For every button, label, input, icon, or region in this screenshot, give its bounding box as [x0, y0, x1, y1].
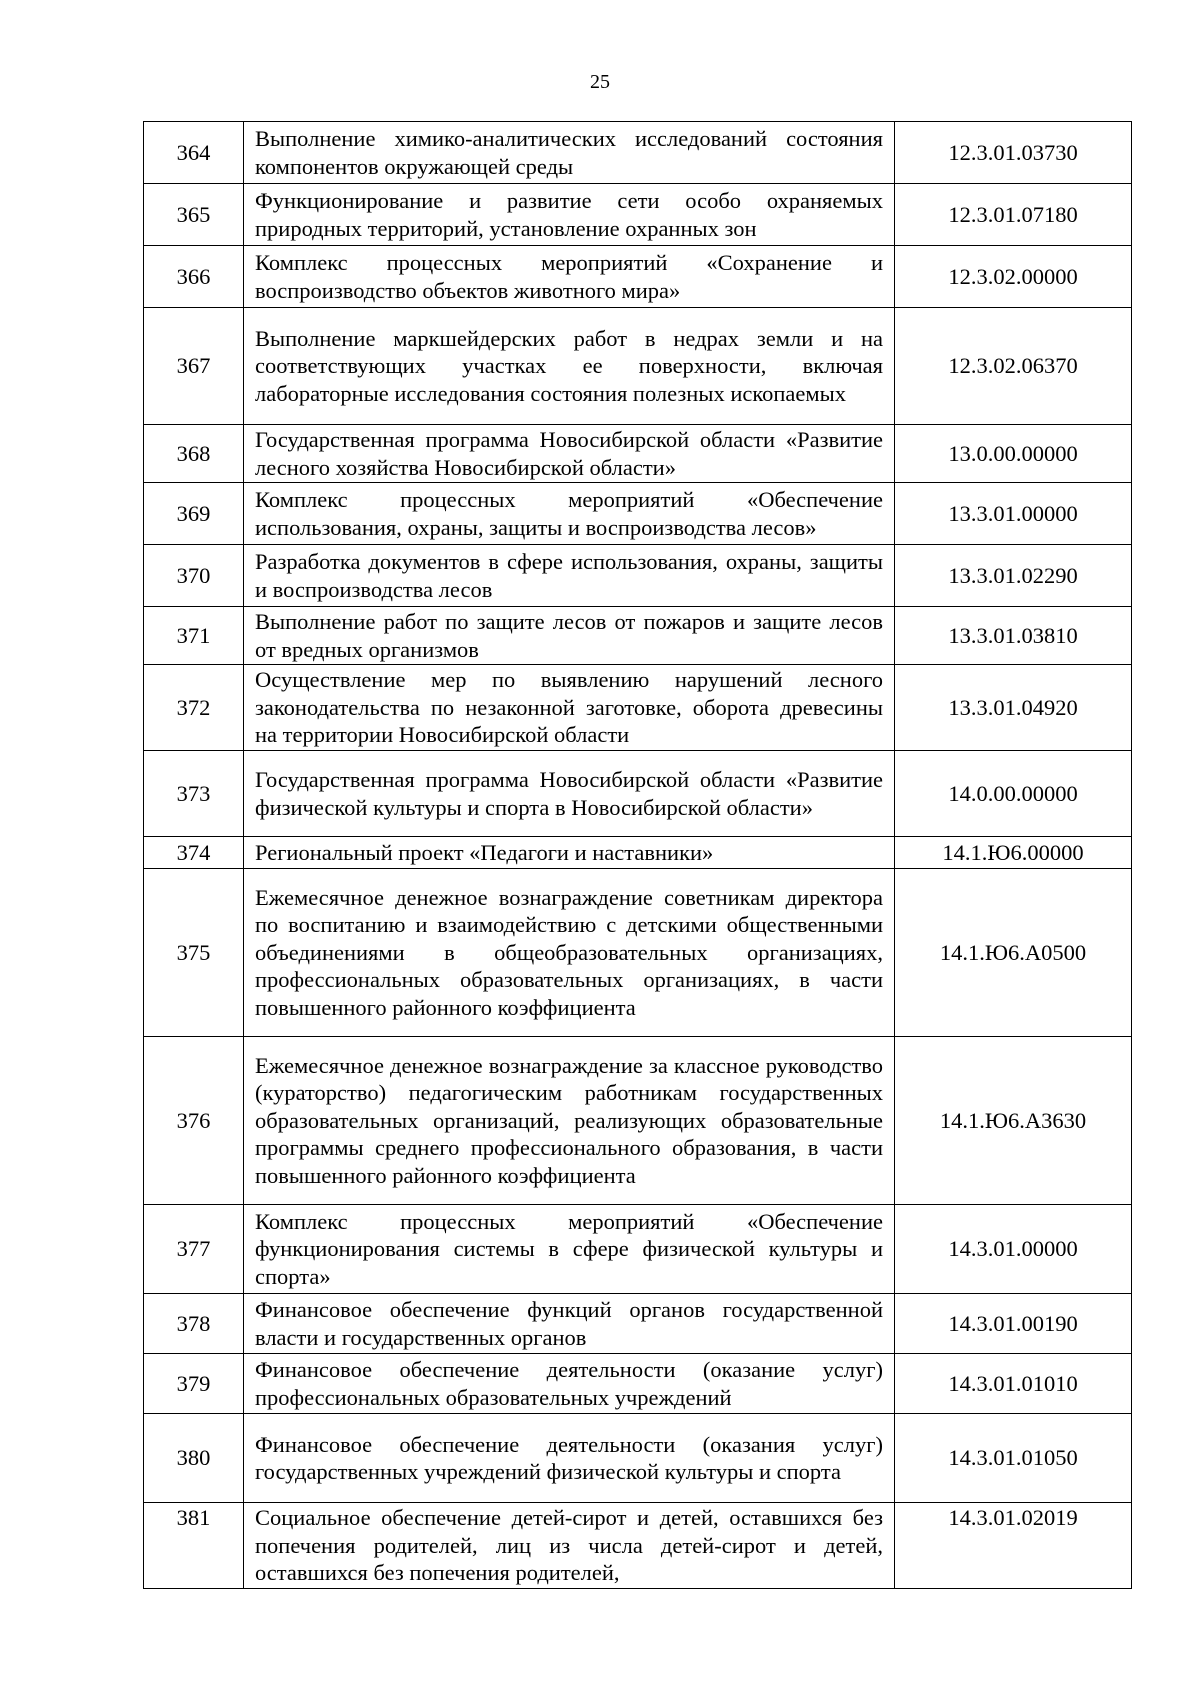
table-row	[144, 1205, 1132, 1294]
row-number: 366	[144, 246, 244, 308]
page-number: 25	[590, 71, 610, 93]
row-number: 376	[144, 1037, 244, 1205]
table-row	[144, 1503, 1132, 1589]
row-number: 379	[144, 1354, 244, 1414]
row-number: 380	[144, 1414, 244, 1503]
row-description: Финансовое обеспечение деятельности (оказание услуг) профессиональных образовательных учреждений	[244, 1354, 895, 1414]
row-code: 14.3.01.01010	[895, 1354, 1132, 1414]
row-code: 14.1.Ю6.00000	[895, 837, 1132, 869]
row-description: Финансовое обеспечение деятельности (оказания услуг) государственных учреждений физической культуры и спорта	[244, 1414, 895, 1503]
table-row	[144, 122, 1132, 184]
table-row	[144, 246, 1132, 308]
row-number: 370	[144, 545, 244, 607]
row-number: 367	[144, 308, 244, 425]
row-number: 377	[144, 1205, 244, 1294]
table-row	[144, 483, 1132, 545]
row-code: 13.3.01.02290	[895, 545, 1132, 607]
row-description: Государственная программа Новосибирской области «Развитие лесного хозяйства Новосибирской области»	[244, 425, 895, 483]
row-number: 364	[144, 122, 244, 184]
table-row	[144, 1294, 1132, 1354]
table-row	[144, 837, 1132, 869]
table-row	[144, 1037, 1132, 1205]
row-description: Функционирование и развитие сети особо охраняемых природных территорий, установление охранных зон	[244, 184, 895, 246]
table-row	[144, 545, 1132, 607]
row-description: Финансовое обеспечение функций органов государственной власти и государственных органов	[244, 1294, 895, 1354]
table-row	[144, 751, 1132, 837]
row-code: 14.1.Ю6.А3630	[895, 1037, 1132, 1205]
row-description: Выполнение работ по защите лесов от пожаров и защите лесов от вредных организмов	[244, 607, 895, 665]
table-row	[144, 665, 1132, 751]
row-description: Региональный проект «Педагоги и наставники»	[244, 837, 895, 869]
table-row	[144, 425, 1132, 483]
row-description: Ежемесячное денежное вознаграждение за классное руководство (кураторство) педагогическим работникам государственных образовательных организаций, реализующих образовательные программы среднего профессионального образования, в части повышенного районного коэффициента	[244, 1037, 895, 1205]
row-description: Комплекс процессных мероприятий «Сохранение и воспроизводство объектов животного мира»	[244, 246, 895, 308]
row-number: 365	[144, 184, 244, 246]
row-code: 14.1.Ю6.А0500	[895, 869, 1132, 1037]
row-number: 381	[144, 1503, 244, 1589]
row-code: 14.3.01.00190	[895, 1294, 1132, 1354]
row-description: Выполнение маркшейдерских работ в недрах земли и на соответствующих участках ее поверхности, включая лабораторные исследования состояния полезных ископаемых	[244, 308, 895, 425]
row-code: 12.3.02.00000	[895, 246, 1132, 308]
row-number: 378	[144, 1294, 244, 1354]
row-number: 374	[144, 837, 244, 869]
row-description: Выполнение химико-аналитических исследований состояния компонентов окружающей среды	[244, 122, 895, 184]
row-code: 13.3.01.04920	[895, 665, 1132, 751]
table-row	[144, 1414, 1132, 1503]
row-code: 13.3.01.03810	[895, 607, 1132, 665]
row-code: 13.3.01.00000	[895, 483, 1132, 545]
row-description: Комплекс процессных мероприятий «Обеспечение функционирования системы в сфере физической культуры и спорта»	[244, 1205, 895, 1294]
row-code: 14.0.00.00000	[895, 751, 1132, 837]
table-row	[144, 607, 1132, 665]
row-code: 14.3.01.02019	[895, 1503, 1132, 1589]
row-code: 12.3.02.06370	[895, 308, 1132, 425]
row-code: 13.0.00.00000	[895, 425, 1132, 483]
row-code: 12.3.01.07180	[895, 184, 1132, 246]
row-number: 373	[144, 751, 244, 837]
row-description: Комплекс процессных мероприятий «Обеспечение использования, охраны, защиты и воспроизводства лесов»	[244, 483, 895, 545]
row-description: Социальное обеспечение детей-сирот и детей, оставшихся без попечения родителей, лиц из числа детей-сирот и детей, оставшихся без попечения родителей,	[244, 1503, 895, 1589]
row-description: Государственная программа Новосибирской области «Развитие физической культуры и спорта в Новосибирской области»	[244, 751, 895, 837]
table-row	[144, 184, 1132, 246]
table-row	[144, 869, 1132, 1037]
row-description: Осуществление мер по выявлению нарушений лесного законодательства по незаконной заготовке, оборота древесины на территории Новосибирской области	[244, 665, 895, 751]
row-description: Ежемесячное денежное вознаграждение советникам директора по воспитанию и взаимодействию с детскими общественными объединениями в общеобразовательных организациях, профессиональных образовательных организациях, в части повышенного районного коэффициента	[244, 869, 895, 1037]
row-number: 372	[144, 665, 244, 751]
row-number: 371	[144, 607, 244, 665]
table-row	[144, 1354, 1132, 1414]
budget-classification-table	[143, 121, 1132, 1589]
table-row	[144, 308, 1132, 425]
row-number: 368	[144, 425, 244, 483]
row-code: 14.3.01.01050	[895, 1414, 1132, 1503]
row-number: 369	[144, 483, 244, 545]
row-number: 375	[144, 869, 244, 1037]
row-code: 14.3.01.00000	[895, 1205, 1132, 1294]
row-code: 12.3.01.03730	[895, 122, 1132, 184]
row-description: Разработка документов в сфере использования, охраны, защиты и воспроизводства лесов	[244, 545, 895, 607]
